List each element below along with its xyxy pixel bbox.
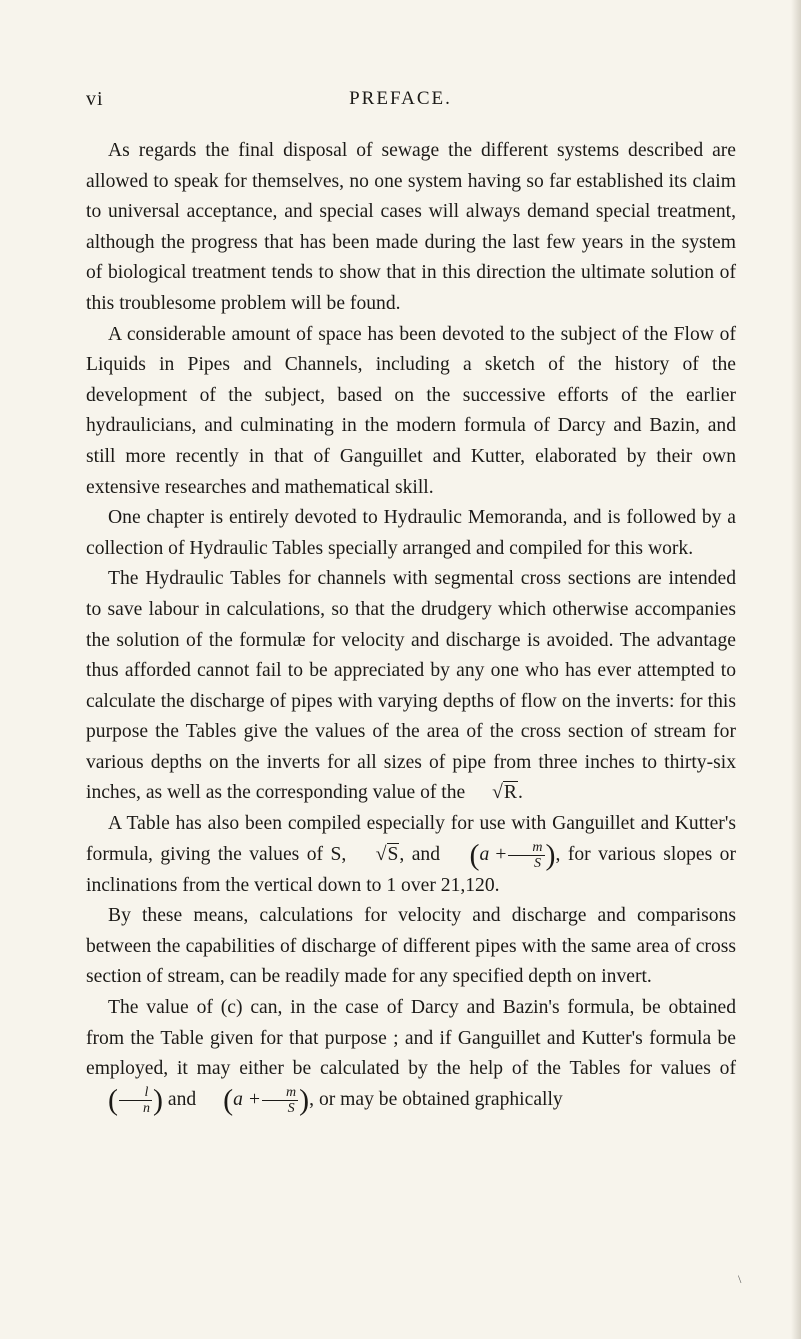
paren-open-3: ( (223, 1083, 234, 1117)
paren-close-3: ) (299, 1083, 310, 1117)
fraction-denominator: S (533, 855, 541, 871)
sqrt-symbol-2: √ (375, 843, 387, 865)
paragraph-value-of-c-text-a: The value of (c) can, in the case of Darcy and Bazin's formula, be obtained from the Table given for that purpose ; and if Ganguillet and Kutter's formula be employed, it may either be calculated by the help of the Tables for values of (86, 997, 736, 1080)
expr-a-plus-2: a + (233, 1088, 262, 1110)
paragraph-sewage: As regards the final disposal of sewage the different systems described are allowed to speak for themselves, no one system having so far established its claim to universal acceptance, and special cases will always demand special treatment, although the progress that has been made during the last few years in the system of biological treatment tends to show that in this direction the ultimate solution of this troublesome problem will be found. (86, 140, 736, 314)
sqrt-r-expression (470, 778, 518, 809)
running-title: PREFACE. (349, 88, 452, 109)
paragraph-kutter-table-text-b: , for various slopes or inclinations from the vertical down to 1 over 21,120. (86, 843, 736, 896)
paren-open-2: ( (108, 1083, 118, 1117)
paren-close: ) (545, 838, 556, 872)
fraction-numerator: m (508, 840, 544, 856)
paragraph-kutter-table-text-a: A Table has also been compiled especially for use with Ganguillet and Kutter's formula, giving the values of S, (86, 813, 736, 865)
expr-a-plus: a + (479, 843, 508, 865)
sqrt-s-radicand: S (387, 843, 399, 865)
paragraph-hydraulic-memoranda: One chapter is entirely devoted to Hydraulic Memoranda, and is followed by a collection of Hydraulic Tables specially arranged and compiled for this work. (86, 507, 736, 559)
paren-close-2: ) (153, 1083, 163, 1117)
page-number: vi (86, 88, 104, 110)
paragraph-kutter-table (86, 809, 736, 901)
sqrt-s-expression (354, 840, 400, 871)
fraction-numerator-m: m (262, 1085, 298, 1101)
page-speck: \ (738, 1272, 742, 1286)
paragraph-value-of-c-text-b: , or may be obtained graphically (309, 1088, 563, 1110)
m-over-s-fraction-2 (262, 1085, 298, 1116)
paragraph-kutter-table-and: , and (399, 843, 441, 865)
page-edge-shadow (791, 0, 801, 1339)
l-over-n-fraction (119, 1085, 152, 1116)
a-plus-m-over-s-expression (447, 840, 555, 871)
fraction-denominator-n: n (143, 1100, 150, 1116)
page-header (0, 88, 801, 118)
paragraph-flow-of-liquids: A considerable amount of space has been devoted to the subject of the Flow of Liquids in Pipes and Channels, including a sketch of the history of the development of the subject, based on the successive efforts of the earlier hydraulicians, and culminating in the modern formula of Darcy and Bazin, and still more recently in that of Ganguillet and Kutter, elaborated by their own extensive researches and mathematical skill. (86, 323, 736, 498)
m-over-s-fraction (508, 840, 544, 871)
paragraph-value-of-c-and: and (167, 1088, 197, 1110)
body-text (86, 136, 736, 1116)
a-plus-m-over-s-expression-2 (201, 1085, 309, 1116)
fraction-numerator-l: l (119, 1085, 152, 1101)
paragraph-hydraulic-tables-text: The Hydraulic Tables for channels with segmental cross sections are intended to save labour in calculations, so that the drudgery which otherwise accompanies the solution of the formulæ for velocity and discharge is avoided. The advantage thus afforded cannot fail to be appreciated by any one who has ever attempted to calculate the discharge of pipes with varying depths of flow on the inverts: for this purpose the Tables give the values of the area of the cross section of stream for various depths on the inverts for all sizes of pipe from three inches to thirty-six inches, as well as the corresponding value of the (86, 568, 736, 804)
paren-open: ( (469, 838, 480, 872)
l-over-n-expression (86, 1085, 163, 1116)
paragraph-value-of-c (86, 993, 736, 1116)
fraction-denominator-s: S (287, 1100, 295, 1116)
paragraph-hydraulic-tables (86, 564, 736, 809)
sqrt-symbol: √ (492, 782, 503, 804)
sqrt-r-radicand: R (503, 782, 517, 804)
paragraph-calculations: By these means, calculations for velocity and discharge and comparisons between the capabilities of discharge of different pipes with the same area of cross section of stream, can be readily made for any specified depth on invert. (86, 905, 736, 988)
paragraph-hydraulic-tables-end: . (518, 782, 523, 804)
